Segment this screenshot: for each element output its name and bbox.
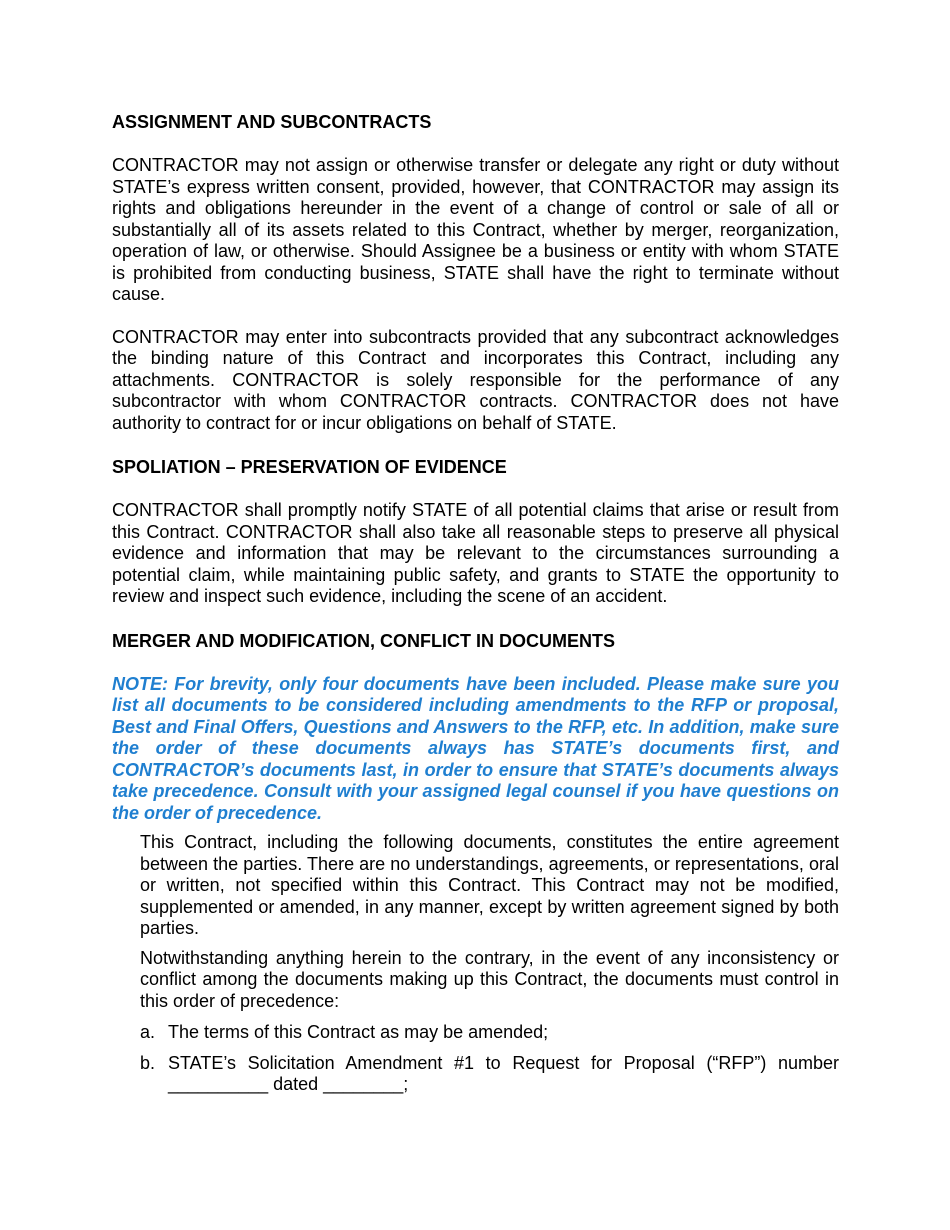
list-marker: a.: [140, 1022, 156, 1042]
section-heading-merger: MERGER AND MODIFICATION, CONFLICT IN DOCUMENTS: [112, 630, 615, 651]
assignment-paragraph-1: CONTRACTOR may not assign or otherwise transfer or delegate any right or duty without STATE’s express written consent, provided, however, that CONTRACTOR may assign its rights and obligations hereunder in the event of a change of control or sale of all or substantially all of its assets related to this Contract, whether by merger, reorganization, operation of law, or otherwise. Should Assignee be a business or entity with whom STATE is prohibited from conducting business, STATE shall have the right to terminate without cause.: [112, 155, 839, 304]
spoliation-paragraph-1: CONTRACTOR shall promptly notify STATE of all potential claims that arise or result from this Contract. CONTRACTOR shall also take all reasonable steps to preserve all physical evidence and information that may be relevant to the circumstances surrounding a potential claim, while maintaining public safety, and grants to STATE the opportunity to review and inspect such evidence, including the scene of an accident.: [112, 500, 839, 606]
list-item-text: The terms of this Contract as may be amended;: [168, 1022, 549, 1042]
list-item: [140, 1053, 839, 1096]
list-item-text: STATE’s Solicitation Amendment #1 to Request for Proposal (“RFP”) number __________ dated ________;: [168, 1052, 839, 1094]
merger-paragraph-2: Notwithstanding anything herein to the contrary, in the event of any inconsistency or conflict among the documents making up this Contract, the documents must control in this order of precedence:: [140, 947, 839, 1011]
list-marker: b.: [140, 1052, 156, 1073]
merger-paragraph-1: This Contract, including the following documents, constitutes the entire agreement between the parties. There are no understandings, agreements, or representations, oral or written, not specified within this Contract. This Contract may not be modified, supplemented or amended, in any manner, except by written agreement signed by both parties.: [140, 832, 839, 938]
list-item: [140, 1022, 839, 1044]
precedence-list: [140, 1022, 839, 1096]
precedence-note: NOTE: For brevity, only four documents have been included. Please make sure you list all documents to be considered including amendments to the RFP or proposal, Best and Final Offers, Questions and Answers to the RFP, etc. In addition, make sure the order of these documents always has STATE’s documents first, and CONTRACTOR’s documents last, in order to ensure that STATE’s documents always take precedence. Consult with your assigned legal counsel if you have questions on the order of precedence.: [112, 673, 839, 823]
document-page: [112, 108, 839, 1105]
assignment-paragraph-2: CONTRACTOR may enter into subcontracts provided that any subcontract acknowledges the binding nature of this Contract and incorporates this Contract, including any attachments. CONTRACTOR is solely responsible for the performance of any subcontractor with whom CONTRACTOR contracts. CONTRACTOR does not have authority to contract for or incur obligations on behalf of STATE.: [112, 326, 839, 433]
section-heading-spoliation: SPOLIATION – PRESERVATION OF EVIDENCE: [112, 457, 507, 477]
merger-body: [140, 832, 839, 1012]
section-heading-assignment: ASSIGNMENT AND SUBCONTRACTS: [112, 112, 432, 132]
